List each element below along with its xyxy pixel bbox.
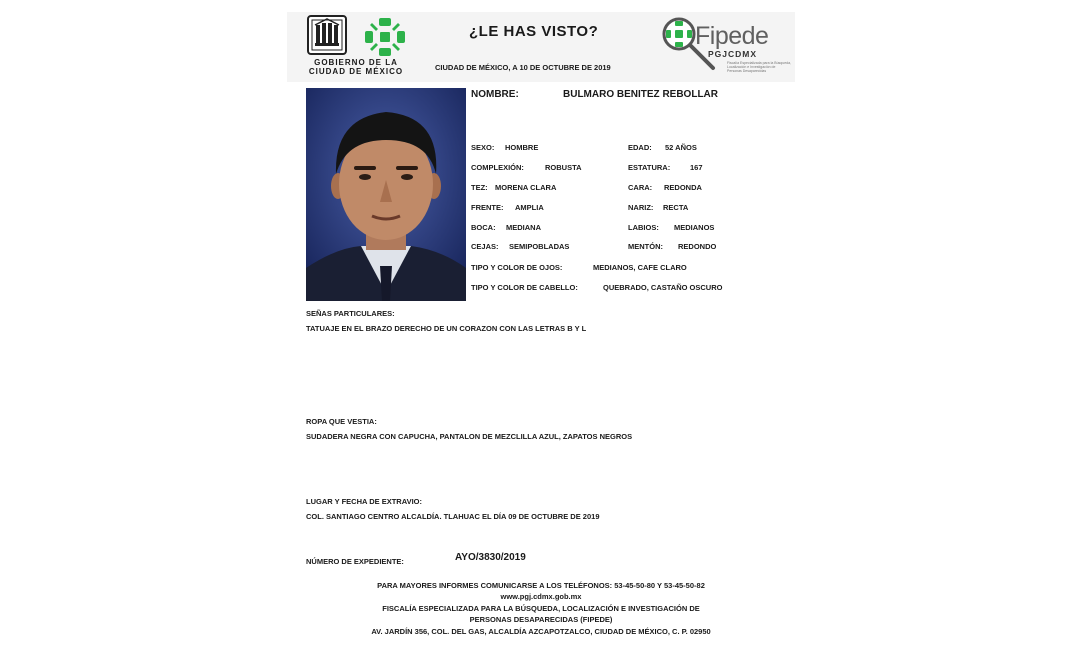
cara-value: REDONDA xyxy=(664,183,702,192)
edad-value: 52 AÑOS xyxy=(665,143,697,152)
frente-value: AMPLIA xyxy=(515,203,544,212)
fipede-subtext-3: Personas Desaparecidas xyxy=(727,69,767,73)
cdmx-shield-icon xyxy=(307,15,347,55)
footer-website[interactable]: www.pgj.cdmx.gob.mx xyxy=(500,592,582,601)
cejas-label: CEJAS: xyxy=(471,242,499,251)
complexion-value: ROBUSTA xyxy=(545,163,582,172)
fipede-subtext-2: Localización e Investigación de xyxy=(727,65,776,69)
cejas-value: SEMIPOBLADAS xyxy=(509,242,570,251)
complexion-label: COMPLEXIÓN: xyxy=(471,163,524,172)
missing-person-poster xyxy=(287,12,795,660)
footer-address: AV. JARDÍN 356, COL. DEL GAS, ALCALDÍA AZCAPOTZALCO, CIUDAD DE MÉXICO, C. P. 02950 xyxy=(371,627,711,636)
estatura-label: ESTATURA: xyxy=(628,163,671,172)
ojos-label: TIPO Y COLOR DE OJOS: xyxy=(471,263,563,272)
labios-label: LABIOS: xyxy=(628,223,659,232)
boca-value: MEDIANA xyxy=(506,223,541,232)
sexo-label: SEXO: xyxy=(471,143,495,152)
nariz-value: RECTA xyxy=(663,203,689,212)
poster-header xyxy=(287,12,795,82)
cdmx-logo-icon xyxy=(364,17,406,57)
cabello-value: QUEBRADO, CASTAÑO OSCURO xyxy=(603,283,723,292)
footer-phones: PARA MAYORES INFORMES COMUNICARSE A LOS TELÉFONOS: 53-45-50-80 Y 53-45-50-82 xyxy=(377,581,705,590)
nariz-label: NARIZ: xyxy=(628,203,654,212)
fipede-logo-text: Fipede xyxy=(695,22,769,50)
tez-value: MORENA CLARA xyxy=(495,183,557,192)
gov-name-line2: CIUDAD DE MÉXICO xyxy=(308,67,404,76)
frente-label: FRENTE: xyxy=(471,203,504,212)
boca-label: BOCA: xyxy=(471,223,496,232)
ojos-value: MEDIANOS, CAFE CLARO xyxy=(593,263,687,272)
menton-label: MENTÓN: xyxy=(628,242,663,251)
person-photo xyxy=(306,88,466,301)
tez-label: TEZ: xyxy=(471,183,488,192)
edad-label: EDAD: xyxy=(628,143,652,152)
cara-label: CARA: xyxy=(628,183,653,192)
cabello-label: TIPO Y COLOR DE CABELLO: xyxy=(471,283,578,292)
labios-value: MEDIANOS xyxy=(674,223,715,232)
sexo-value: HOMBRE xyxy=(505,143,539,152)
person-name: BULMARO BENITEZ REBOLLAR xyxy=(563,89,718,100)
poster-title: ¿LE HAS VISTO? xyxy=(469,23,599,40)
name-label: NOMBRE: xyxy=(471,89,519,100)
lugar-label: LUGAR Y FECHA DE EXTRAVIO: xyxy=(306,497,422,506)
lugar-value: COL. SANTIAGO CENTRO ALCALDÍA. TLAHUAC EL DÍA 09 DE OCTUBRE DE 2019 xyxy=(306,512,600,521)
fipede-subtext-1: Fiscalía Especializada para la Búsqueda, xyxy=(727,61,792,65)
senas-label: SEÑAS PARTICULARES: xyxy=(306,309,395,318)
expediente-value: AYO/3830/2019 xyxy=(455,552,526,563)
senas-value: TATUAJE EN EL BRAZO DERECHO DE UN CORAZON CON LAS LETRAS B Y L xyxy=(306,324,587,333)
pgj-logo-text: PGJCDMX xyxy=(708,49,758,59)
ropa-value: SUDADERA NEGRA CON CAPUCHA, PANTALON DE MEZCLILLA AZUL, ZAPATOS NEGROS xyxy=(306,432,633,441)
gov-name-line1: GOBIERNO DE LA xyxy=(314,58,398,67)
poster-date: CIUDAD DE MÉXICO, A 10 DE OCTUBRE DE 2019 xyxy=(435,63,611,72)
expediente-label: NÚMERO DE EXPEDIENTE: xyxy=(306,557,404,566)
estatura-value: 167 xyxy=(690,163,703,172)
footer-agency-line2: PERSONAS DESAPARECIDAS (FIPEDE) xyxy=(469,615,613,624)
footer-agency-line1: FISCALÍA ESPECIALIZADA PARA LA BÚSQUEDA, LOCALIZACIÓN E INVESTIGACIÓN DE xyxy=(382,604,700,613)
menton-value: REDONDO xyxy=(678,242,717,251)
ropa-label: ROPA QUE VESTIA: xyxy=(306,417,377,426)
